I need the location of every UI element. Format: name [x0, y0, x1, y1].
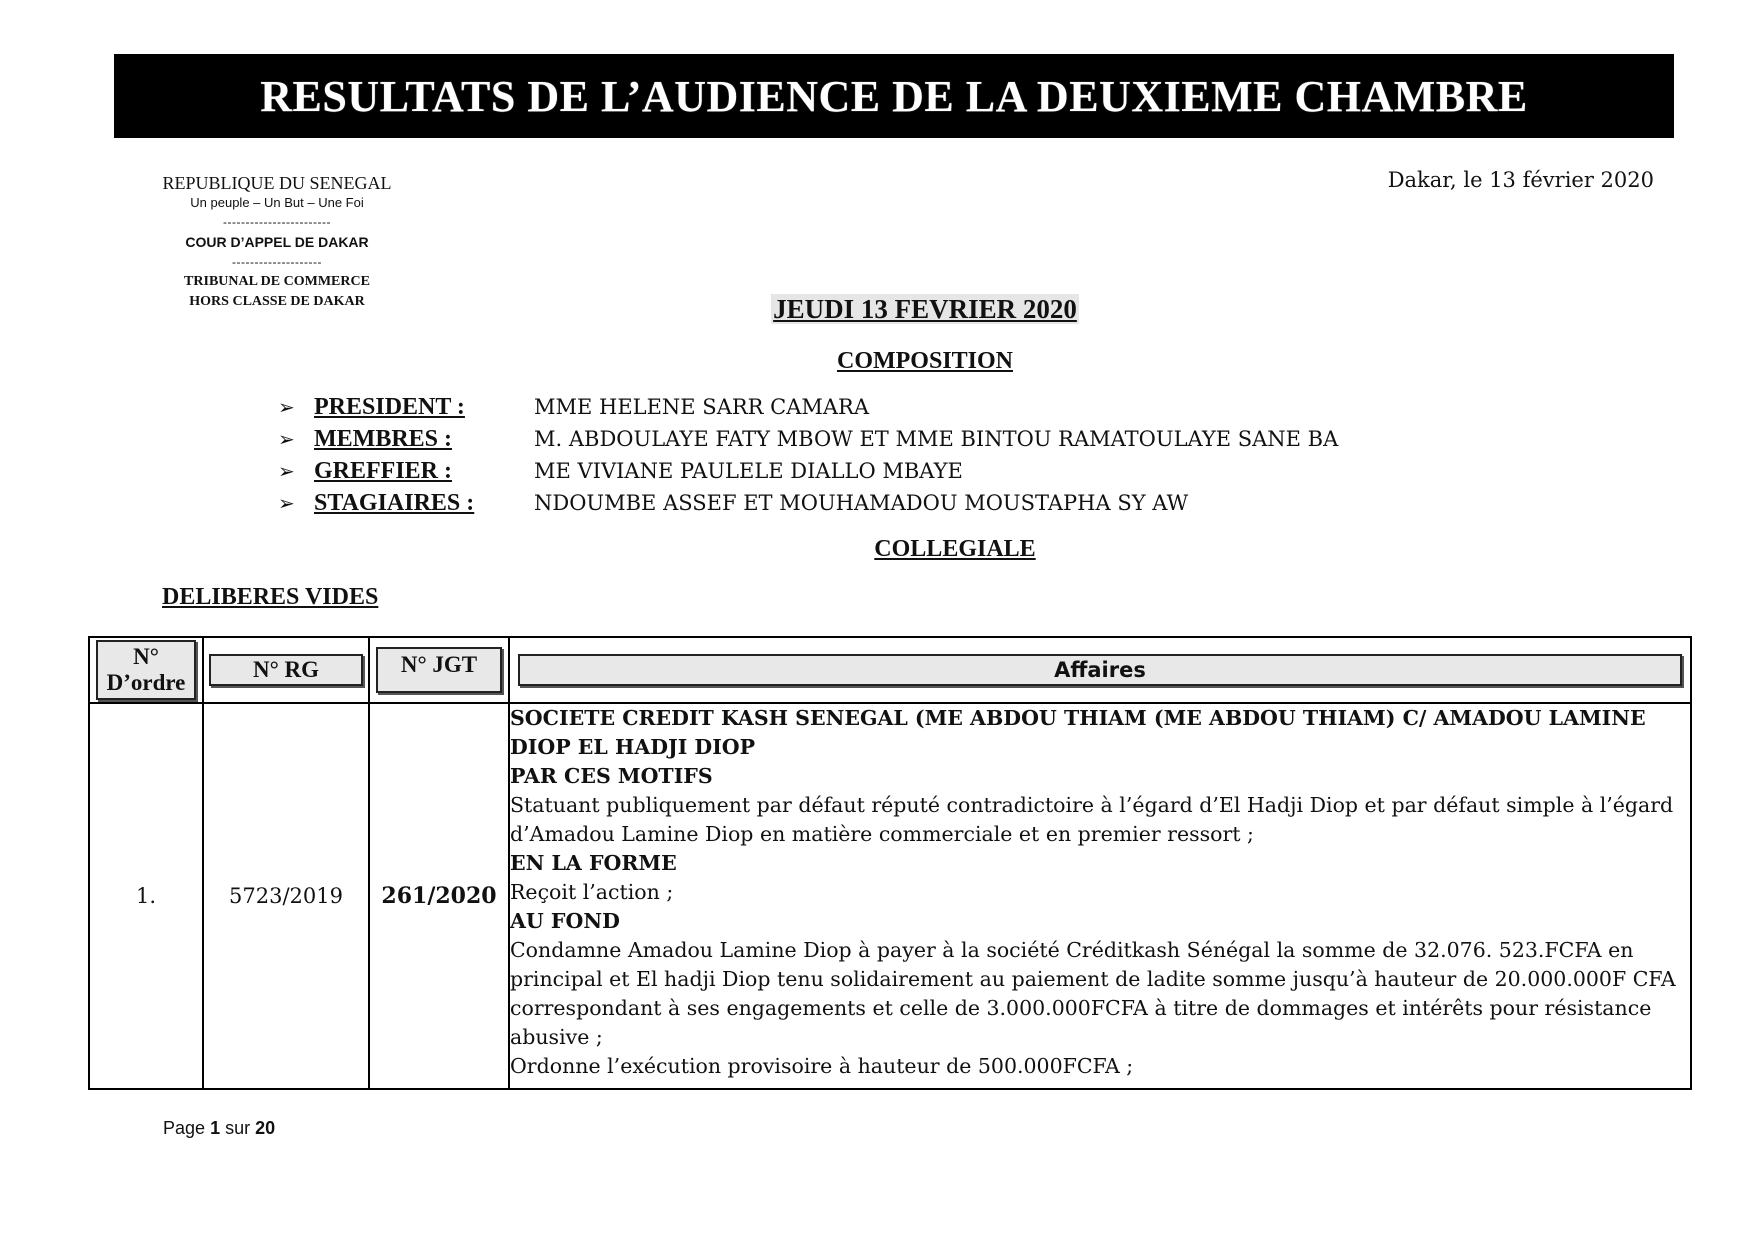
arrow-bullet-icon: ➢ — [278, 395, 295, 419]
fond-heading: AU FOND — [510, 909, 620, 933]
header-ordre-line2: D’ordre — [106, 670, 186, 695]
section-title: DELIBERES VIDES — [162, 584, 379, 610]
header-ordre — [89, 637, 203, 703]
cell-ordre: 1. — [89, 703, 203, 1089]
page-total: 20 — [255, 1118, 276, 1138]
arrow-bullet-icon: ➢ — [278, 459, 295, 483]
header-affaires — [509, 637, 1691, 703]
banner-title: RESULTATS DE L’AUDIENCE DE LA DEUXIEME CHAMBRE — [260, 71, 1528, 121]
role-label: STAGIAIRES : — [314, 490, 475, 516]
title-banner — [114, 54, 1674, 138]
fond-text: Condamne Amadou Lamine Diop à payer à la société Créditkash Sénégal la somme de 32.076. 523.FCFA en principal et El hadji Diop tenu solidairement au paiement de ladite somme jusqu’à hauteur de 20.000.000F CFA correspondant à ses engagements et celle de 3.000.000FCFA à titre de dommages et intérêts pour résistance abusive ; — [510, 938, 1676, 1049]
header-jgt-box: N° JGT — [376, 647, 502, 693]
composition-list — [278, 394, 1478, 522]
arrow-bullet-icon: ➢ — [278, 427, 295, 451]
forme-text: Reçoit l’action ; — [510, 880, 674, 904]
role-label: GREFFIER : — [314, 458, 452, 484]
letterhead-court: COUR D’APPEL DE DAKAR — [185, 234, 369, 250]
header-ordre-line1: N° — [133, 644, 159, 669]
role-value: NDOUMBE ASSEF ET MOUHAMADOU MOUSTAPHA SY AW — [534, 491, 1189, 515]
letterhead-tribunal-sub: HORS CLASSE DE DAKAR — [189, 294, 365, 309]
page-footer — [163, 1118, 275, 1139]
letterhead-republic: REPUBLIQUE DU SENEGAL — [162, 173, 392, 193]
cell-rg: 5723/2019 — [203, 703, 369, 1089]
hearing-day-text: JEUDI 13 FEVRIER 2020 — [773, 294, 1077, 324]
composition-item — [278, 490, 1478, 522]
composition-item — [278, 458, 1478, 490]
cell-jgt: 261/2020 — [369, 703, 509, 1089]
document-date: Dakar, le 13 février 2020 — [1387, 168, 1654, 192]
role-value: MME HELENE SARR CAMARA — [534, 395, 870, 419]
header-ordre-box — [96, 640, 196, 700]
role-label: MEMBRES : — [314, 426, 452, 452]
role-value: M. ABDOULAYE FATY MBOW ET MME BINTOU RAMATOULAYE SANE BA — [534, 427, 1339, 451]
cell-affaire — [509, 703, 1691, 1089]
header-affaires-box: Affaires — [518, 654, 1682, 686]
motifs-text: Statuant publiquement par défaut réputé contradictoire à l’égard d’El Hadji Diop et par défaut simple à l’égard d’Amadou Lamine Diop en matière commerciale et en premier ressort ; — [510, 793, 1674, 846]
case-parties: SOCIETE CREDIT KASH SENEGAL (ME ABDOU THIAM (ME ABDOU THIAM) C/ AMADOU LAMINE DIOP EL HADJI DIOP — [510, 706, 1646, 759]
page-current: 1 — [210, 1118, 221, 1138]
arrow-bullet-icon: ➢ — [278, 491, 295, 515]
page-mid: sur — [225, 1118, 251, 1138]
role-value: ME VIVIANE PAULELE DIALLO MBAYE — [534, 459, 963, 483]
composition-item — [278, 426, 1478, 458]
table-header-row — [89, 637, 1691, 703]
header-rg — [203, 637, 369, 703]
header-jgt — [369, 637, 509, 703]
letterhead-motto: Un peuple – Un But – Une Foi — [190, 195, 364, 210]
letterhead-separator: -------------------- — [232, 255, 322, 269]
forme-heading: EN LA FORME — [510, 851, 677, 875]
execution-text: Ordonne l’exécution provisoire à hauteur de 500.000FCFA ; — [510, 1054, 1134, 1078]
letterhead-tribunal: TRIBUNAL DE COMMERCE — [184, 274, 370, 289]
collegiale-title: COLLEGIALE — [874, 536, 1036, 562]
results-table — [88, 636, 1692, 1090]
hearing-day-title — [0, 294, 1754, 325]
composition-item — [278, 394, 1478, 426]
header-rg-box: N° RG — [209, 654, 363, 686]
motifs-heading: PAR CES MOTIFS — [510, 764, 713, 788]
page-prefix: Page — [163, 1118, 206, 1138]
composition-title: COMPOSITION — [836, 348, 1013, 374]
table-row — [89, 703, 1691, 1089]
letterhead — [140, 172, 414, 312]
letterhead-separator: ------------------------ — [223, 215, 331, 229]
role-label: PRESIDENT : — [314, 394, 465, 420]
